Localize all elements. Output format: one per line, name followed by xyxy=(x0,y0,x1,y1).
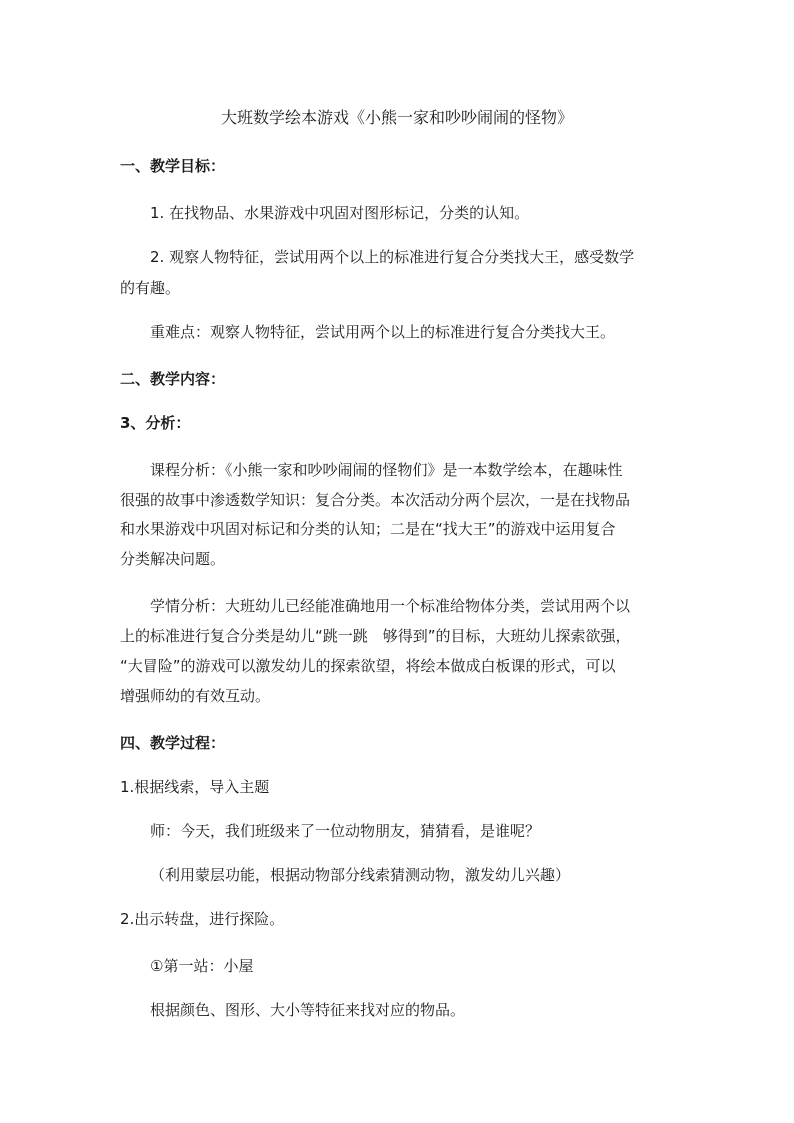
course-analysis-line-3: 和水果游戏中巩固对标记和分类的认知；二是在“找大王”的游戏中运用复合 xyxy=(120,520,616,538)
course-analysis-line-1: 课程分析：《小熊一家和吵吵闹闹的怪物们》是一本数学绘本，在趣味性 xyxy=(150,461,623,479)
station-1-description: 根据颜色、图形、大小等特征来找对应的物品。 xyxy=(150,1001,466,1019)
teacher-dialogue: 师：今天，我们班级来了一位动物朋友，猜猜看，是谁呢？ xyxy=(150,822,541,840)
learner-analysis-line-2: 上的标准进行复合分类是幼儿“跳一跳 够得到”的目标，大班幼儿探索欲强， xyxy=(120,627,631,645)
goal-item-2-line-2: 的有趣。 xyxy=(120,279,181,297)
activity-note: （利用蒙层功能，根据动物部分线索猜测动物，激发幼儿兴趣） xyxy=(150,866,571,884)
section-heading-content: 二、教学内容： xyxy=(120,370,226,388)
key-point: 重难点：观察人物特征，尝试用两个以上的标准进行复合分类找大王。 xyxy=(150,323,616,341)
section-heading-analysis: 3、分析： xyxy=(120,414,191,432)
process-step-2: 2.出示转盘，进行探险。 xyxy=(120,910,285,928)
process-step-1: 1.根据线索，导入主题 xyxy=(120,778,270,796)
station-1-title: ①第一站：小屋 xyxy=(150,957,254,975)
learner-analysis-line-1: 学情分析：大班幼儿已经能准确地用一个标准给物体分类，尝试用两个以 xyxy=(150,597,631,615)
course-analysis-line-4: 分类解决问题。 xyxy=(120,550,226,568)
section-heading-process: 四、教学过程： xyxy=(120,734,226,752)
course-analysis-line-2: 很强的故事中渗透数学知识：复合分类。本次活动分两个层次，一是在找物品 xyxy=(120,491,631,509)
section-heading-goals: 一、教学目标： xyxy=(120,157,226,175)
learner-analysis-line-3: “大冒险”的游戏可以激发幼儿的探索欲望，将绘本做成白板课的形式，可以 xyxy=(120,657,616,675)
document-title: 大班数学绘本游戏《小熊一家和吵吵闹闹的怪物》 xyxy=(220,108,573,127)
learner-analysis-line-4: 增强师幼的有效互动。 xyxy=(120,687,271,705)
goal-item-1: 1. 在找物品、水果游戏中巩固对图形标记，分类的认知。 xyxy=(150,204,530,222)
goal-item-2-line-1: 2. 观察人物特征，尝试用两个以上的标准进行复合分类找大王，感受数学 xyxy=(150,248,635,266)
